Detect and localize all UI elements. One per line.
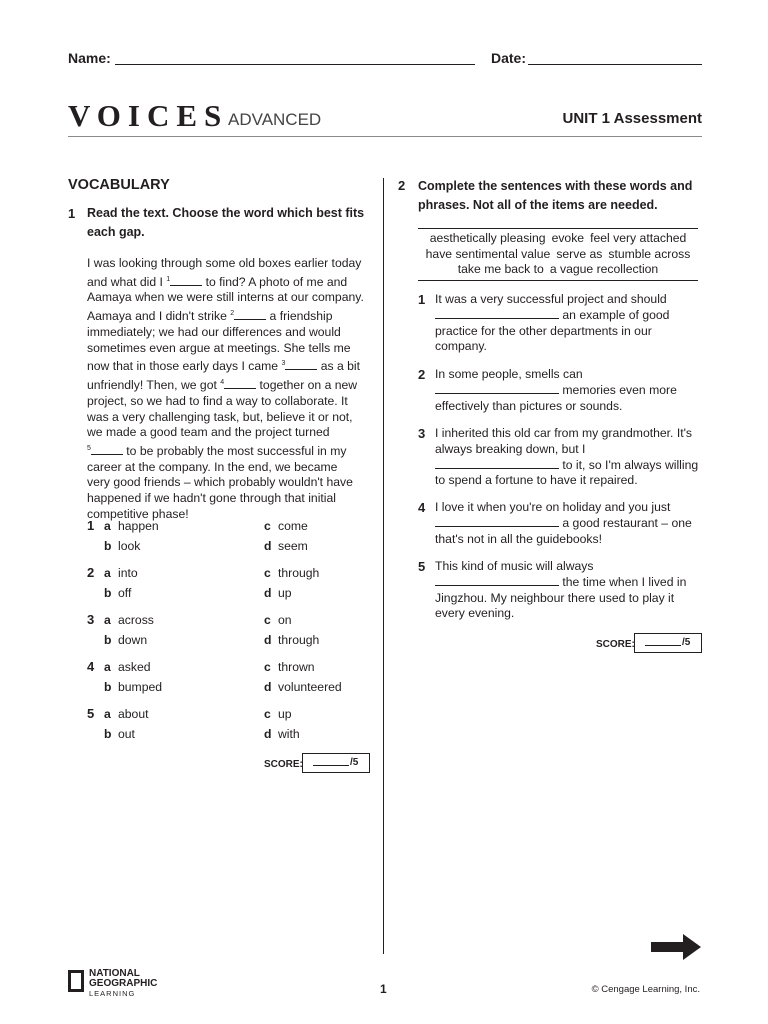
sentence-number: 4 bbox=[418, 500, 426, 515]
score-box[interactable] bbox=[302, 753, 370, 773]
answer-blank[interactable] bbox=[435, 383, 559, 394]
column-divider bbox=[383, 178, 384, 954]
option-a[interactable]: a about bbox=[104, 707, 149, 721]
option-c[interactable]: c on bbox=[264, 613, 292, 627]
option-c[interactable]: c thrown bbox=[264, 660, 315, 674]
option-d[interactable]: d up bbox=[264, 586, 292, 600]
text-line: $^5$ to be probably the most successful in my bbox=[87, 444, 347, 459]
option-number: 3 bbox=[87, 612, 95, 627]
option-b[interactable]: b off bbox=[104, 586, 132, 600]
gap-1[interactable] bbox=[170, 285, 202, 286]
sentence-2: In some people, smells can memories even more effectively than pictures or sounds. bbox=[435, 367, 677, 413]
copyright: © Cengage Learning, Inc. bbox=[591, 984, 700, 995]
header-divider bbox=[68, 136, 702, 137]
gap-number: 1 bbox=[166, 275, 171, 283]
option-c[interactable]: c up bbox=[264, 707, 292, 721]
text-line: I was looking through some old boxes earlier today bbox=[87, 256, 362, 270]
task2-number: 2 bbox=[398, 178, 406, 193]
option-b[interactable]: b bumped bbox=[104, 680, 163, 694]
text-line: happened if we hadn't gone through that initial bbox=[87, 491, 336, 506]
word-bank-item: serve as bbox=[556, 246, 603, 261]
score-label: SCORE: bbox=[264, 759, 303, 770]
date-line[interactable] bbox=[528, 64, 702, 65]
section-title: VOCABULARY bbox=[68, 177, 170, 193]
score-blank[interactable] bbox=[313, 765, 349, 766]
score-blank[interactable] bbox=[645, 645, 681, 646]
word-bank bbox=[418, 228, 698, 281]
answer-blank[interactable] bbox=[435, 516, 559, 527]
answer-blank[interactable] bbox=[435, 575, 559, 586]
option-d[interactable]: d through bbox=[264, 633, 320, 647]
text-line: career at the company. In the end, we became bbox=[87, 459, 338, 474]
sentence-5: This kind of music will always the time when I lived in Jingzhou. My neighbour there used to play it every evening. bbox=[435, 559, 687, 621]
option-d[interactable]: d volunteered bbox=[264, 680, 342, 694]
level-label: ADVANCED bbox=[228, 110, 322, 129]
sentence-number: 2 bbox=[418, 367, 426, 382]
gap-4[interactable] bbox=[224, 388, 256, 389]
word-bank-item: take me back to bbox=[457, 262, 544, 276]
score-total: /5 bbox=[350, 757, 359, 768]
text-line: and what did I $^1$ to find? A photo of me and bbox=[87, 274, 348, 289]
arrow-right-icon[interactable] bbox=[651, 934, 701, 960]
option-a[interactable]: a into bbox=[104, 566, 138, 580]
text-line: now that in those early days I came $^3$ as a bit bbox=[87, 359, 361, 374]
option-d[interactable]: d seem bbox=[264, 539, 308, 553]
brand-title: VOICES bbox=[68, 98, 229, 133]
word-bank-item: a vague recollection bbox=[549, 262, 659, 276]
task1-text bbox=[87, 256, 377, 523]
option-number: 4 bbox=[87, 659, 95, 674]
option-d[interactable]: d with bbox=[264, 727, 300, 741]
word-bank-item: stumble across bbox=[608, 246, 691, 261]
score-total: /5 bbox=[682, 637, 691, 648]
text-line: was a very challenging task, but, believe it or not, bbox=[87, 409, 353, 424]
option-c[interactable]: c through bbox=[264, 566, 320, 580]
sentence-number: 5 bbox=[418, 559, 426, 574]
text-line: Aamaya when we were still interns at our company. bbox=[87, 290, 364, 305]
gap-3[interactable] bbox=[285, 369, 317, 370]
option-a[interactable]: a happen bbox=[104, 519, 159, 533]
gap-number: 5 bbox=[87, 444, 91, 452]
sentence-number: 1 bbox=[418, 292, 426, 307]
option-number: 2 bbox=[87, 565, 95, 580]
option-number: 1 bbox=[87, 518, 95, 533]
option-b[interactable]: b down bbox=[104, 633, 148, 647]
gap-5[interactable] bbox=[91, 454, 123, 455]
option-a[interactable]: a across bbox=[104, 613, 154, 627]
page-number: 1 bbox=[380, 982, 387, 996]
task1-number: 1 bbox=[68, 206, 76, 221]
answer-blank[interactable] bbox=[435, 308, 559, 319]
sentence-1: It was a very successful project and should an example of good practice for the other departments in our company. bbox=[435, 292, 670, 354]
gap-number: 2 bbox=[230, 310, 235, 318]
text-line: very good friends – which probably wouldn't have bbox=[87, 475, 353, 490]
option-number: 5 bbox=[87, 706, 95, 721]
option-b[interactable]: b look bbox=[104, 539, 141, 553]
text-line: immediately; we had our differences and would bbox=[87, 324, 341, 339]
word-bank-item: have sentimental value bbox=[425, 246, 551, 261]
score-box[interactable] bbox=[634, 633, 702, 653]
word-bank-item: evoke bbox=[551, 231, 585, 245]
text-line: unfriendly! Then, we got $^4$ together on a new bbox=[87, 378, 358, 393]
score-label: SCORE: bbox=[596, 639, 635, 650]
sentence-4: I love it when you're on holiday and you just a good restaurant – one that's not in all the guidebooks! bbox=[435, 500, 692, 546]
date-label: Date: bbox=[491, 50, 527, 66]
text-line: sometimes even argue at meetings. She tells me bbox=[87, 340, 351, 355]
option-c[interactable]: c come bbox=[264, 519, 308, 533]
name-label: Name: bbox=[68, 50, 111, 66]
option-b[interactable]: b out bbox=[104, 727, 135, 741]
task2-instruction: Complete the sentences with these words and phrases. Not all of the items are needed. bbox=[418, 179, 693, 212]
word-bank-item: feel very attached bbox=[590, 231, 687, 245]
text-line: we made a good team and the project turned bbox=[87, 425, 330, 440]
gap-number: 4 bbox=[220, 379, 225, 387]
national-geographic-logo-icon bbox=[68, 970, 84, 992]
text-line: competitive phase! bbox=[87, 506, 189, 521]
sentence-number: 3 bbox=[418, 426, 426, 441]
word-bank-item: aesthetically pleasing bbox=[429, 231, 546, 245]
gap-number: 3 bbox=[281, 360, 286, 368]
answer-blank[interactable] bbox=[435, 458, 559, 469]
logo-text: NATIONAL GEOGRAPHIC LEARNING bbox=[89, 968, 158, 998]
name-line[interactable] bbox=[115, 64, 475, 65]
unit-title: UNIT 1 Assessment bbox=[562, 110, 702, 127]
gap-2[interactable] bbox=[234, 319, 266, 320]
task1-instruction: Read the text. Choose the word which best fits each gap. bbox=[87, 206, 365, 239]
text-line: Aamaya and I didn't strike $^2$ a friendship bbox=[87, 309, 333, 324]
text-line: project, so we had to find a way to collaborate. It bbox=[87, 393, 348, 408]
sentence-3: I inherited this old car from my grandmother. It's always breaking down, but I to it, so I'm always willing to spend a fortune to have it repaired. bbox=[435, 426, 699, 488]
option-a[interactable]: a asked bbox=[104, 660, 151, 674]
